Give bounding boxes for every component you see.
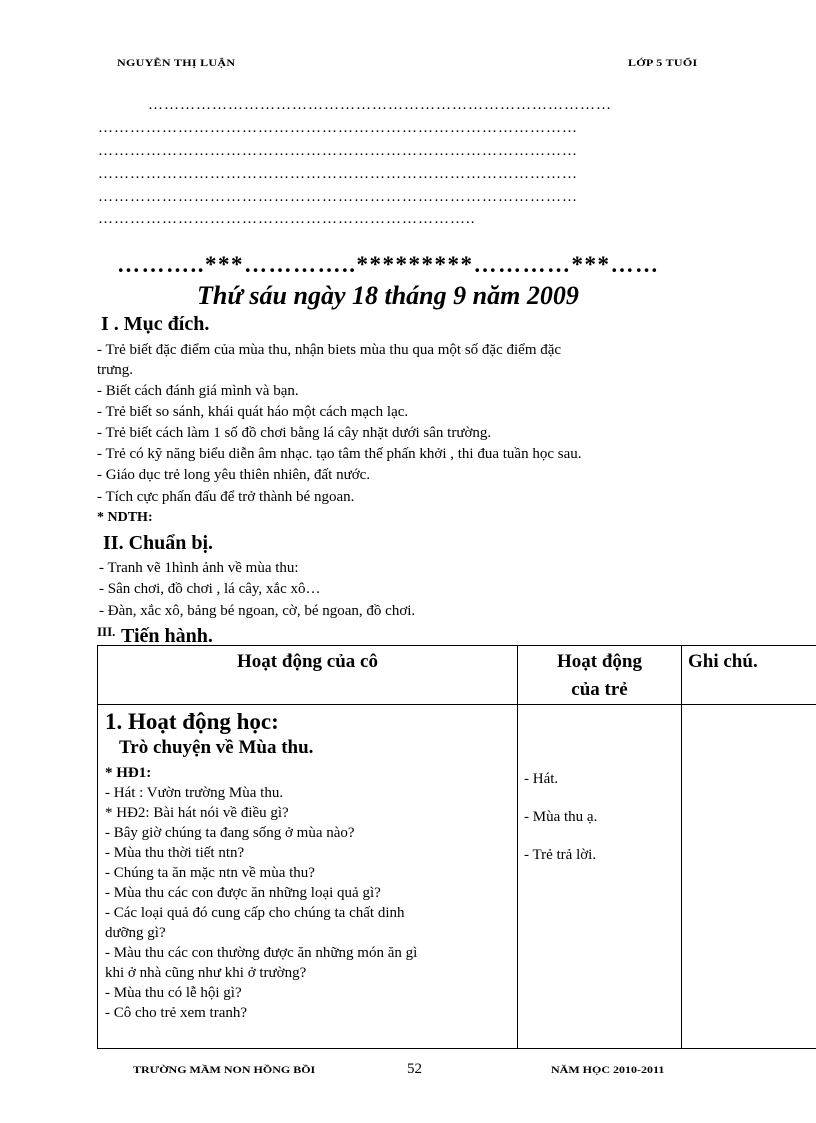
table-body-row xyxy=(98,705,816,1049)
header-author: NGUYỄN THỊ LUẬN xyxy=(117,57,236,69)
child-response: - Hát. xyxy=(524,771,559,787)
purpose-line: - Giáo dục trẻ long yêu thiên nhiên, đất nước. xyxy=(97,467,371,483)
header-cell-child xyxy=(518,646,682,705)
teacher-line: dưỡng gì? xyxy=(105,925,166,941)
table-header-row xyxy=(98,646,816,705)
footer-left-clip xyxy=(133,1064,315,1075)
teacher-line: - Các loại quả đó cung cấp cho chúng ta chất dinh xyxy=(105,905,405,921)
notes-cell xyxy=(682,705,816,1049)
section-heading-procedure: Tiến hành. xyxy=(121,625,213,645)
child-activity-cell xyxy=(518,705,682,1049)
teacher-line: * HĐ2: Bài hát nói về điều gì? xyxy=(105,805,289,821)
header-cell-teacher xyxy=(98,646,518,705)
teacher-activity-cell xyxy=(98,705,518,1049)
child-response: - Trẻ trả lời. xyxy=(524,847,597,863)
preparation-line: - Đàn, xắc xô, bảng bé ngoan, cờ, bé ngoan, đồ chơi. xyxy=(99,603,416,619)
dotted-line: ……………………………………………………………………………… xyxy=(98,120,578,136)
date-title: Thứ sáu ngày 18 tháng 9 năm 2009 xyxy=(197,281,579,310)
decorative-separator: ………..***…………..*********…………***…… xyxy=(117,252,660,277)
activity-table xyxy=(97,645,816,1049)
purpose-line: - Trẻ biết cách làm 1 số đồ chơi bằng lá cây nhặt dưới sân trường. xyxy=(97,425,492,441)
header-cell-notes xyxy=(682,646,816,705)
child-activity-header-line1: Hoạt động xyxy=(557,651,642,672)
dotted-line: ……………………………………………………………………………… xyxy=(98,189,578,205)
dotted-line: ……………………………………………………………………………… xyxy=(98,166,578,182)
purpose-line: - Biết cách đánh giá mình và bạn. xyxy=(97,383,299,399)
preparation-line: - Tranh vẽ 1hình ảnh về mùa thu: xyxy=(99,560,299,576)
teacher-line: - Hát : Vườn trường Mùa thu. xyxy=(105,785,284,801)
section-heading-preparation: II. Chuẩn bị. xyxy=(103,532,214,554)
purpose-line: - Trẻ có kỹ năng biểu diễn âm nhạc. tạo tâm thế phấn khởi , thi đua tuần học sau. xyxy=(97,446,582,462)
purpose-line: - Trẻ biết đặc điểm của mùa thu, nhận biets mùa thu qua một số đặc điểm đặc xyxy=(97,342,562,358)
teacher-line: - Chúng ta ăn mặc ntn về mùa thu? xyxy=(105,865,315,881)
ndth-label: * NDTH: xyxy=(97,510,153,525)
activity-title: 1. Hoạt động học: xyxy=(105,709,279,734)
footer-school: TRƯỜNG MẦM NON HỒNG BỒI xyxy=(133,1064,316,1075)
purpose-line: - Tích cực phấn đấu để trở thành bé ngoan. xyxy=(97,489,355,505)
purpose-line: - Trẻ biết so sánh, khái quát háo một cách mạch lạc. xyxy=(97,404,409,420)
teacher-line: khi ở nhà cũng như khi ở trường? xyxy=(105,965,307,981)
activity-subtitle: Trò chuyện về Mùa thu. xyxy=(119,737,314,758)
notes-header: Ghi chú. xyxy=(688,651,758,672)
teacher-line: - Mùa thu có lễ hội gì? xyxy=(105,985,242,1001)
teacher-line: - Bây giờ chúng ta đang sống ở mùa nào? xyxy=(105,825,355,841)
child-response: - Mùa thu ạ. xyxy=(524,809,598,825)
teacher-line: - Màu thu các con thường được ăn những món ăn gì xyxy=(105,945,418,961)
teacher-activity-header: Hoạt động của cô xyxy=(237,651,378,672)
footer-right-clip xyxy=(551,1064,664,1075)
page-number: 52 xyxy=(407,1061,422,1075)
section-heading-purpose: I . Mục đích. xyxy=(101,313,210,335)
teacher-line: - Mùa thu thời tiết ntn? xyxy=(105,845,245,861)
preparation-line: - Sân chơi, đồ chơi , lá cây, xắc xô… xyxy=(99,581,321,597)
teacher-line: - Mùa thu các con được ăn những loại quả gì? xyxy=(105,885,381,901)
teacher-line: - Cô cho trẻ xem tranh? xyxy=(105,1005,248,1021)
footer-school-year: NĂM HỌC 2010-2011 xyxy=(551,1064,665,1075)
child-activity-header-line2: của trẻ xyxy=(571,679,628,700)
purpose-line: trưng. xyxy=(97,362,134,378)
header-class: LỚP 5 TUỔI xyxy=(628,57,698,69)
section-roman-numeral: III. xyxy=(97,624,116,639)
teacher-line: * HĐ1: xyxy=(105,765,152,781)
dotted-line: …………………………………………………………………………… xyxy=(148,97,612,113)
dotted-line: ……………………………………………………………………………… xyxy=(98,143,578,159)
dotted-line: …………………………………………………………….. xyxy=(98,211,476,227)
